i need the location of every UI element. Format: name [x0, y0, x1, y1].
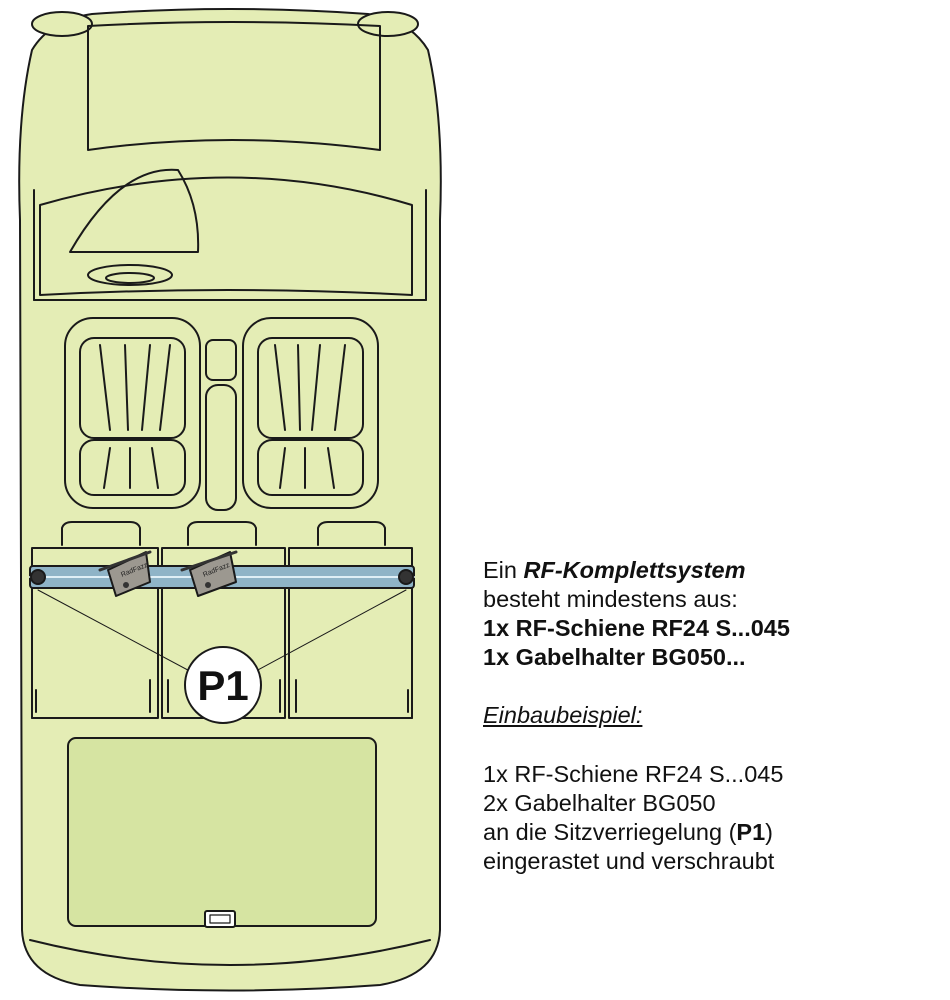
- intro-line: [483, 556, 923, 585]
- intro-prefix: Ein: [483, 557, 524, 583]
- front-left-light: [32, 12, 92, 36]
- seat-lock-prefix: an die Sitzverriegelung (: [483, 819, 737, 845]
- example-heading: Einbaubeispiel:: [483, 702, 643, 728]
- example-seat-lock: [483, 818, 923, 847]
- system-name: RF-Komplettsystem: [523, 557, 746, 583]
- p1-marker-label: P1: [197, 662, 249, 709]
- consists-line: besteht mindestens aus:: [483, 586, 738, 612]
- required-rail: 1x RF-Schiene RF24 S...045: [483, 615, 790, 641]
- trunk-area: [68, 738, 376, 926]
- example-rail: 1x RF-Schiene RF24 S...045: [483, 761, 784, 787]
- description-panel: [483, 556, 923, 876]
- car-top-view-diagram: [0, 0, 460, 1000]
- seat-lock-suffix: ): [765, 819, 773, 845]
- required-fork-holder: 1x Gabelhalter BG050...: [483, 644, 746, 670]
- example-fork-holders: 2x Gabelhalter BG050: [483, 790, 716, 816]
- bracket-brand-left: RadFazz: [120, 561, 149, 579]
- example-fixed: eingerastet und verschraubt: [483, 848, 775, 874]
- bracket-brand-right: RadFazz: [202, 561, 231, 579]
- front-right-light: [358, 12, 418, 36]
- seat-lock-ref: P1: [736, 819, 766, 845]
